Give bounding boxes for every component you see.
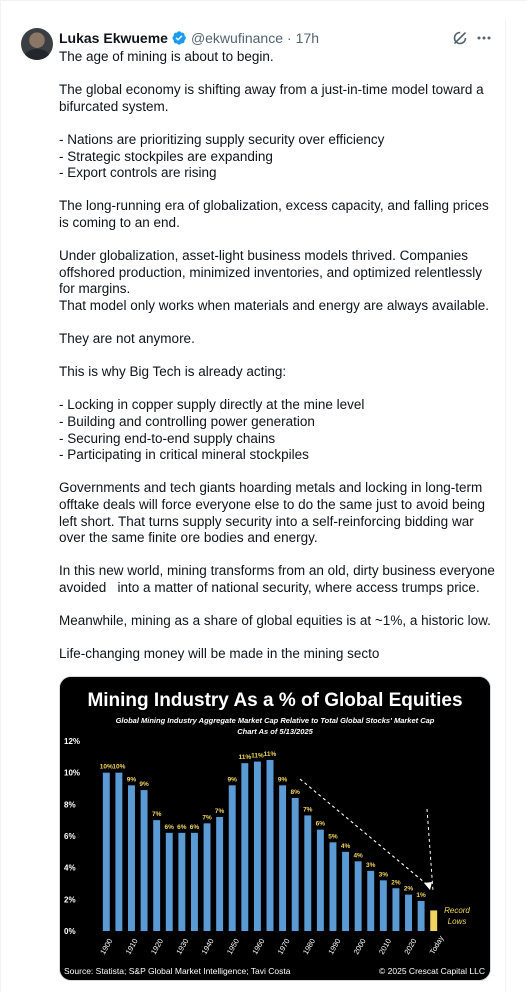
bar: [330, 842, 337, 931]
y-tick-label: 6%: [64, 832, 76, 841]
bar: [115, 773, 122, 931]
bar: [279, 785, 286, 931]
bar: [103, 773, 110, 931]
bar: [241, 763, 248, 931]
bar: [178, 833, 185, 931]
bar-value-label: 3%: [378, 871, 389, 879]
top-border: [0, 0, 527, 1]
y-tick-label: 8%: [64, 800, 76, 810]
bar-value-label: 11%: [238, 754, 252, 762]
bar-value-label: 4%: [353, 852, 363, 860]
separator-dot: ·: [286, 30, 292, 46]
bar-value-label: 9%: [126, 776, 137, 784]
annotation-lows: Lows: [447, 917, 467, 926]
bar-value-label: 4%: [340, 842, 351, 850]
verified-badge-icon: [171, 30, 187, 46]
bar-value-label: 6%: [177, 823, 187, 831]
more-icon[interactable]: [476, 30, 492, 46]
bar: [254, 762, 261, 931]
bar: [166, 833, 173, 931]
y-tick-label: 10%: [64, 768, 81, 778]
x-tick-label: 1930: [174, 937, 191, 956]
bar: [141, 790, 148, 931]
y-tick-label: 12%: [64, 737, 81, 746]
bar: [430, 910, 437, 931]
bar-value-label: 5%: [328, 833, 338, 841]
bar-value-label: 2%: [391, 879, 401, 887]
bar: [392, 888, 399, 931]
x-tick-label: 1920: [148, 937, 166, 956]
bar-value-label: 11%: [263, 751, 277, 758]
bar: [204, 823, 211, 931]
bar: [317, 830, 324, 931]
bar: [128, 785, 135, 931]
bar: [380, 880, 387, 931]
y-tick-label: 0%: [64, 927, 76, 936]
x-tick-label: 1990: [326, 937, 343, 956]
bar: [405, 895, 412, 931]
tweet-text: The age of mining is about to begin. The global economy is shifting away from a just-in-time model toward a bifurcated system. - Nations are prioritizing supply security over efficiency - Strategic stockpiles are expanding - Export controls are rising The long-running era of globalization, excess capacity, and falling prices is coming to an end. Under globalization, asset-light business models thrived. Companies offshored production, minimized inventories, and optimized relentlessly for margins. That model only works when materials and energy are always available. They are not anymore. This is why Big Tech is already acting: - Locking in copper supply directly at the mine level - Building and controlling power generation - Securing end-to-end supply chains - Participating in critical mineral stockpiles Governments and tech giants hoarding metals and locking in long-term offtake deals will force everyone else to do the same just to avoid being left short. That turns supply security into a self-reinforcing bidding war over the same finite ore bodies and energy. In this new world, mining transforms from an old, dirty business everyone avoided into a matter of national security, where access trumps price. Meanwhile, mining as a share of global equities is at ~1%, a historic low. Life-changing money will be made in the mining secto: [59, 49, 495, 662]
x-tick-label: 1970: [275, 937, 292, 956]
right-border: [505, 20, 506, 992]
x-tick-label: 1910: [123, 937, 140, 956]
bar-value-label: 10%: [112, 763, 126, 771]
chart-title: Mining Industry As a % of Global Equities: [87, 690, 463, 711]
bar-value-label: 3%: [366, 861, 376, 869]
bar-value-label: 1%: [416, 891, 426, 899]
bar: [267, 760, 274, 931]
bar: [342, 852, 349, 931]
x-tick-label: 1950: [224, 937, 242, 956]
chart-copyright: © 2025 Crescat Capital LLC: [379, 966, 485, 976]
bar: [153, 820, 160, 931]
x-tick-label: Today: [427, 934, 446, 956]
bar-value-label: 6%: [315, 820, 326, 828]
bar: [355, 861, 362, 931]
bar-value-label: 7%: [303, 806, 313, 814]
left-border: [0, 0, 1, 992]
bar-value-label: 7%: [214, 808, 225, 815]
x-tick-label: 1940: [199, 937, 216, 956]
x-tick-label: 2010: [376, 937, 394, 956]
chart-date: Chart As of 5/13/2025: [237, 727, 313, 736]
y-tick-label: 2%: [64, 895, 76, 905]
author-avatar[interactable]: [21, 28, 53, 60]
bar: [367, 871, 374, 931]
x-tick-label: 1900: [98, 937, 115, 956]
bar: [292, 798, 299, 931]
bar: [304, 815, 311, 931]
tweet-header: [59, 29, 319, 47]
author-handle[interactable]: @ekwufinance: [190, 30, 283, 46]
bar: [191, 833, 198, 931]
x-tick-label: 1980: [300, 937, 318, 956]
bar-value-label: 7%: [151, 811, 162, 819]
bar-value-label: 9%: [277, 776, 288, 784]
bar-value-label: 10%: [99, 763, 113, 771]
bar-value-label: 9%: [227, 776, 237, 784]
chart-subtitle: Global Mining Industry Aggregate Market Cap Relative to Total Global Stocks' Market Cap: [115, 716, 435, 725]
mining-chart: [60, 677, 490, 980]
y-tick-label: 4%: [64, 863, 76, 873]
author-name[interactable]: Lukas Ekwueme: [59, 30, 168, 46]
tweet-time[interactable]: 17h: [295, 30, 320, 46]
x-tick-label: 2020: [402, 937, 419, 956]
bar-value-label: 7%: [202, 814, 212, 822]
bar-value-label: 9%: [139, 781, 149, 789]
bar-value-label: 2%: [403, 885, 414, 893]
annotation-record: Record: [444, 906, 470, 915]
bar: [418, 901, 425, 931]
chart-image[interactable]: [59, 676, 491, 981]
x-tick-label: 1960: [250, 937, 267, 956]
bar-value-label: 6%: [164, 823, 174, 831]
grok-icon[interactable]: [452, 30, 468, 46]
bar: [229, 785, 236, 931]
x-tick-label: 2000: [351, 937, 368, 956]
bar-value-label: 11%: [251, 752, 264, 760]
chart-source: Source: Statista; S&P Global Market Intelligence; Tavi Costa: [64, 966, 291, 976]
bar-value-label: 6%: [189, 823, 200, 831]
bar: [216, 817, 223, 931]
bar-value-label: 8%: [290, 789, 300, 796]
